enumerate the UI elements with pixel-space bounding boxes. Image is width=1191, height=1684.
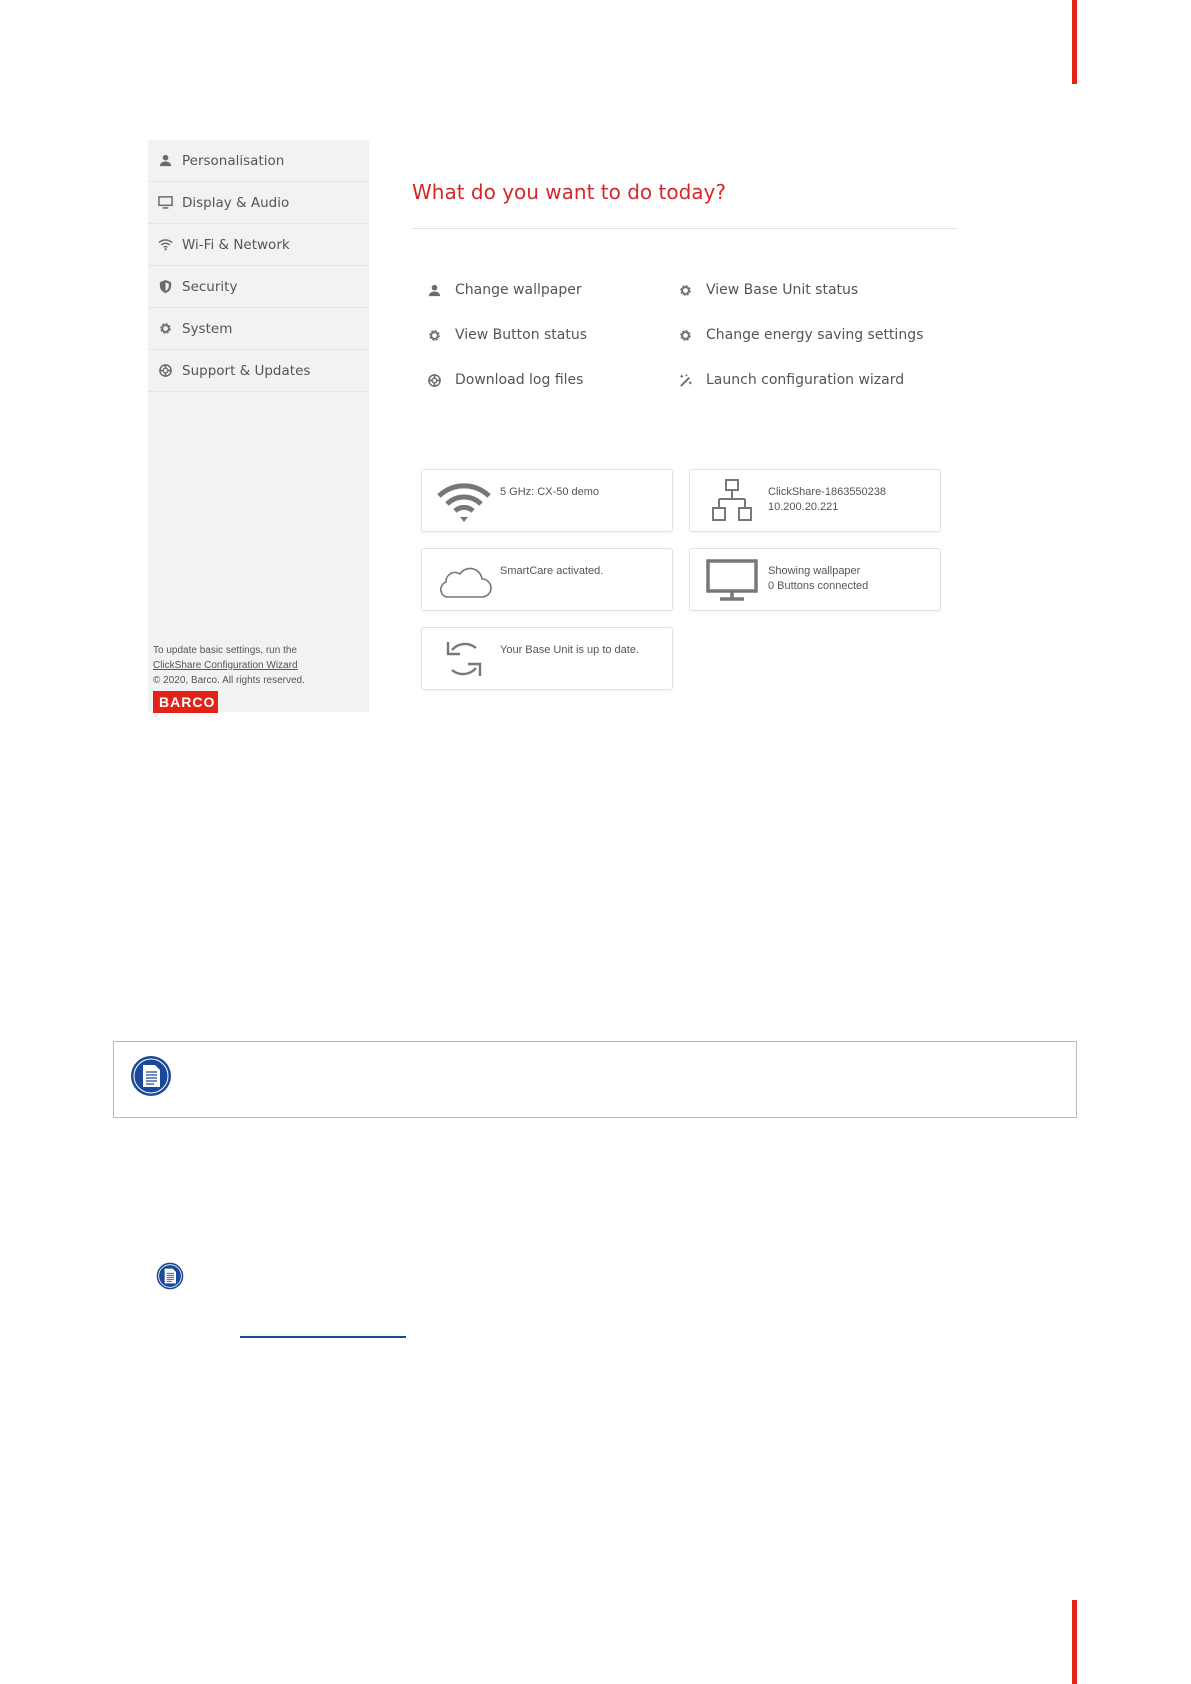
monitor-icon bbox=[148, 195, 182, 210]
barco-logo: BARCO bbox=[153, 691, 218, 713]
person-icon bbox=[421, 283, 455, 298]
card-line2: 0 Buttons connected bbox=[768, 580, 869, 592]
gear-icon bbox=[148, 321, 182, 336]
card-line1: Showing wallpaper bbox=[768, 565, 861, 577]
status-card-update[interactable] bbox=[421, 627, 673, 690]
sidebar-item-label: System bbox=[182, 320, 233, 337]
sidebar-item-personalisation[interactable] bbox=[148, 140, 369, 182]
status-card-smartcare[interactable] bbox=[421, 548, 673, 611]
copyright: © 2020, Barco. All rights reserved. bbox=[153, 675, 305, 686]
monitor-icon bbox=[702, 557, 762, 603]
page-title: What do you want to do today? bbox=[412, 180, 726, 204]
gear-icon bbox=[672, 283, 706, 298]
action-label: Change wallpaper bbox=[455, 282, 582, 298]
sidebar-item-label: Support & Updates bbox=[182, 362, 311, 379]
action-label: View Button status bbox=[455, 327, 588, 343]
page-edge-marker-bottom bbox=[1072, 1600, 1077, 1684]
action-view-base-unit-status[interactable] bbox=[672, 282, 858, 298]
card-line1: Your Base Unit is up to date. bbox=[500, 644, 640, 656]
action-change-energy-saving[interactable] bbox=[672, 327, 923, 343]
status-card-wifi[interactable] bbox=[421, 469, 673, 532]
gear-icon bbox=[672, 328, 706, 343]
card-line1: ClickShare-1863550238 bbox=[768, 486, 887, 498]
note-box bbox=[113, 1041, 1077, 1118]
network-icon bbox=[702, 478, 762, 524]
action-label: View Base Unit status bbox=[706, 282, 859, 298]
wifi-icon bbox=[434, 478, 494, 524]
person-icon bbox=[148, 153, 182, 168]
wifi-icon bbox=[148, 237, 182, 252]
shield-icon bbox=[148, 279, 182, 294]
sidebar-item-system[interactable] bbox=[148, 308, 369, 350]
sidebar-item-support-updates[interactable] bbox=[148, 350, 369, 392]
card-line1: 5 GHz: CX-50 demo bbox=[500, 486, 600, 498]
status-card-network[interactable] bbox=[689, 469, 941, 532]
hyperlink-underline[interactable] bbox=[240, 1336, 406, 1338]
lifebuoy-icon bbox=[421, 373, 455, 388]
sidebar-item-label: Display & Audio bbox=[182, 194, 290, 211]
note-icon bbox=[130, 1055, 172, 1097]
sidebar-item-wifi-network[interactable] bbox=[148, 224, 369, 266]
page-edge-marker-top bbox=[1072, 0, 1077, 84]
sidebar-footer bbox=[153, 643, 305, 713]
action-label: Change energy saving settings bbox=[706, 327, 924, 343]
cloud-icon bbox=[434, 557, 494, 603]
footer-hint: To update basic settings, run the bbox=[153, 645, 297, 656]
status-card-display[interactable] bbox=[689, 548, 941, 611]
wizard-link[interactable]: ClickShare Configuration Wizard bbox=[153, 660, 298, 671]
card-line2: 10.200.20.221 bbox=[768, 501, 839, 513]
webui-screenshot bbox=[148, 140, 958, 712]
gear-icon bbox=[421, 328, 455, 343]
title-divider bbox=[412, 228, 957, 229]
sidebar bbox=[148, 140, 369, 712]
sidebar-item-label: Personalisation bbox=[182, 152, 285, 169]
sidebar-item-security[interactable] bbox=[148, 266, 369, 308]
sidebar-item-label: Wi-Fi & Network bbox=[182, 236, 290, 253]
card-line1: SmartCare activated. bbox=[500, 565, 604, 577]
action-change-wallpaper[interactable] bbox=[421, 282, 582, 298]
action-launch-configuration-wizard[interactable] bbox=[672, 372, 904, 388]
refresh-icon bbox=[434, 636, 494, 682]
action-view-button-status[interactable] bbox=[421, 327, 587, 343]
magic-wand-icon bbox=[672, 373, 706, 388]
action-label: Launch configuration wizard bbox=[706, 372, 905, 388]
sidebar-item-display-audio[interactable] bbox=[148, 182, 369, 224]
action-label: Download log files bbox=[455, 372, 584, 388]
lifebuoy-icon bbox=[148, 363, 182, 378]
note-icon bbox=[156, 1262, 184, 1290]
sidebar-item-label: Security bbox=[182, 278, 238, 295]
action-download-log-files[interactable] bbox=[421, 372, 583, 388]
